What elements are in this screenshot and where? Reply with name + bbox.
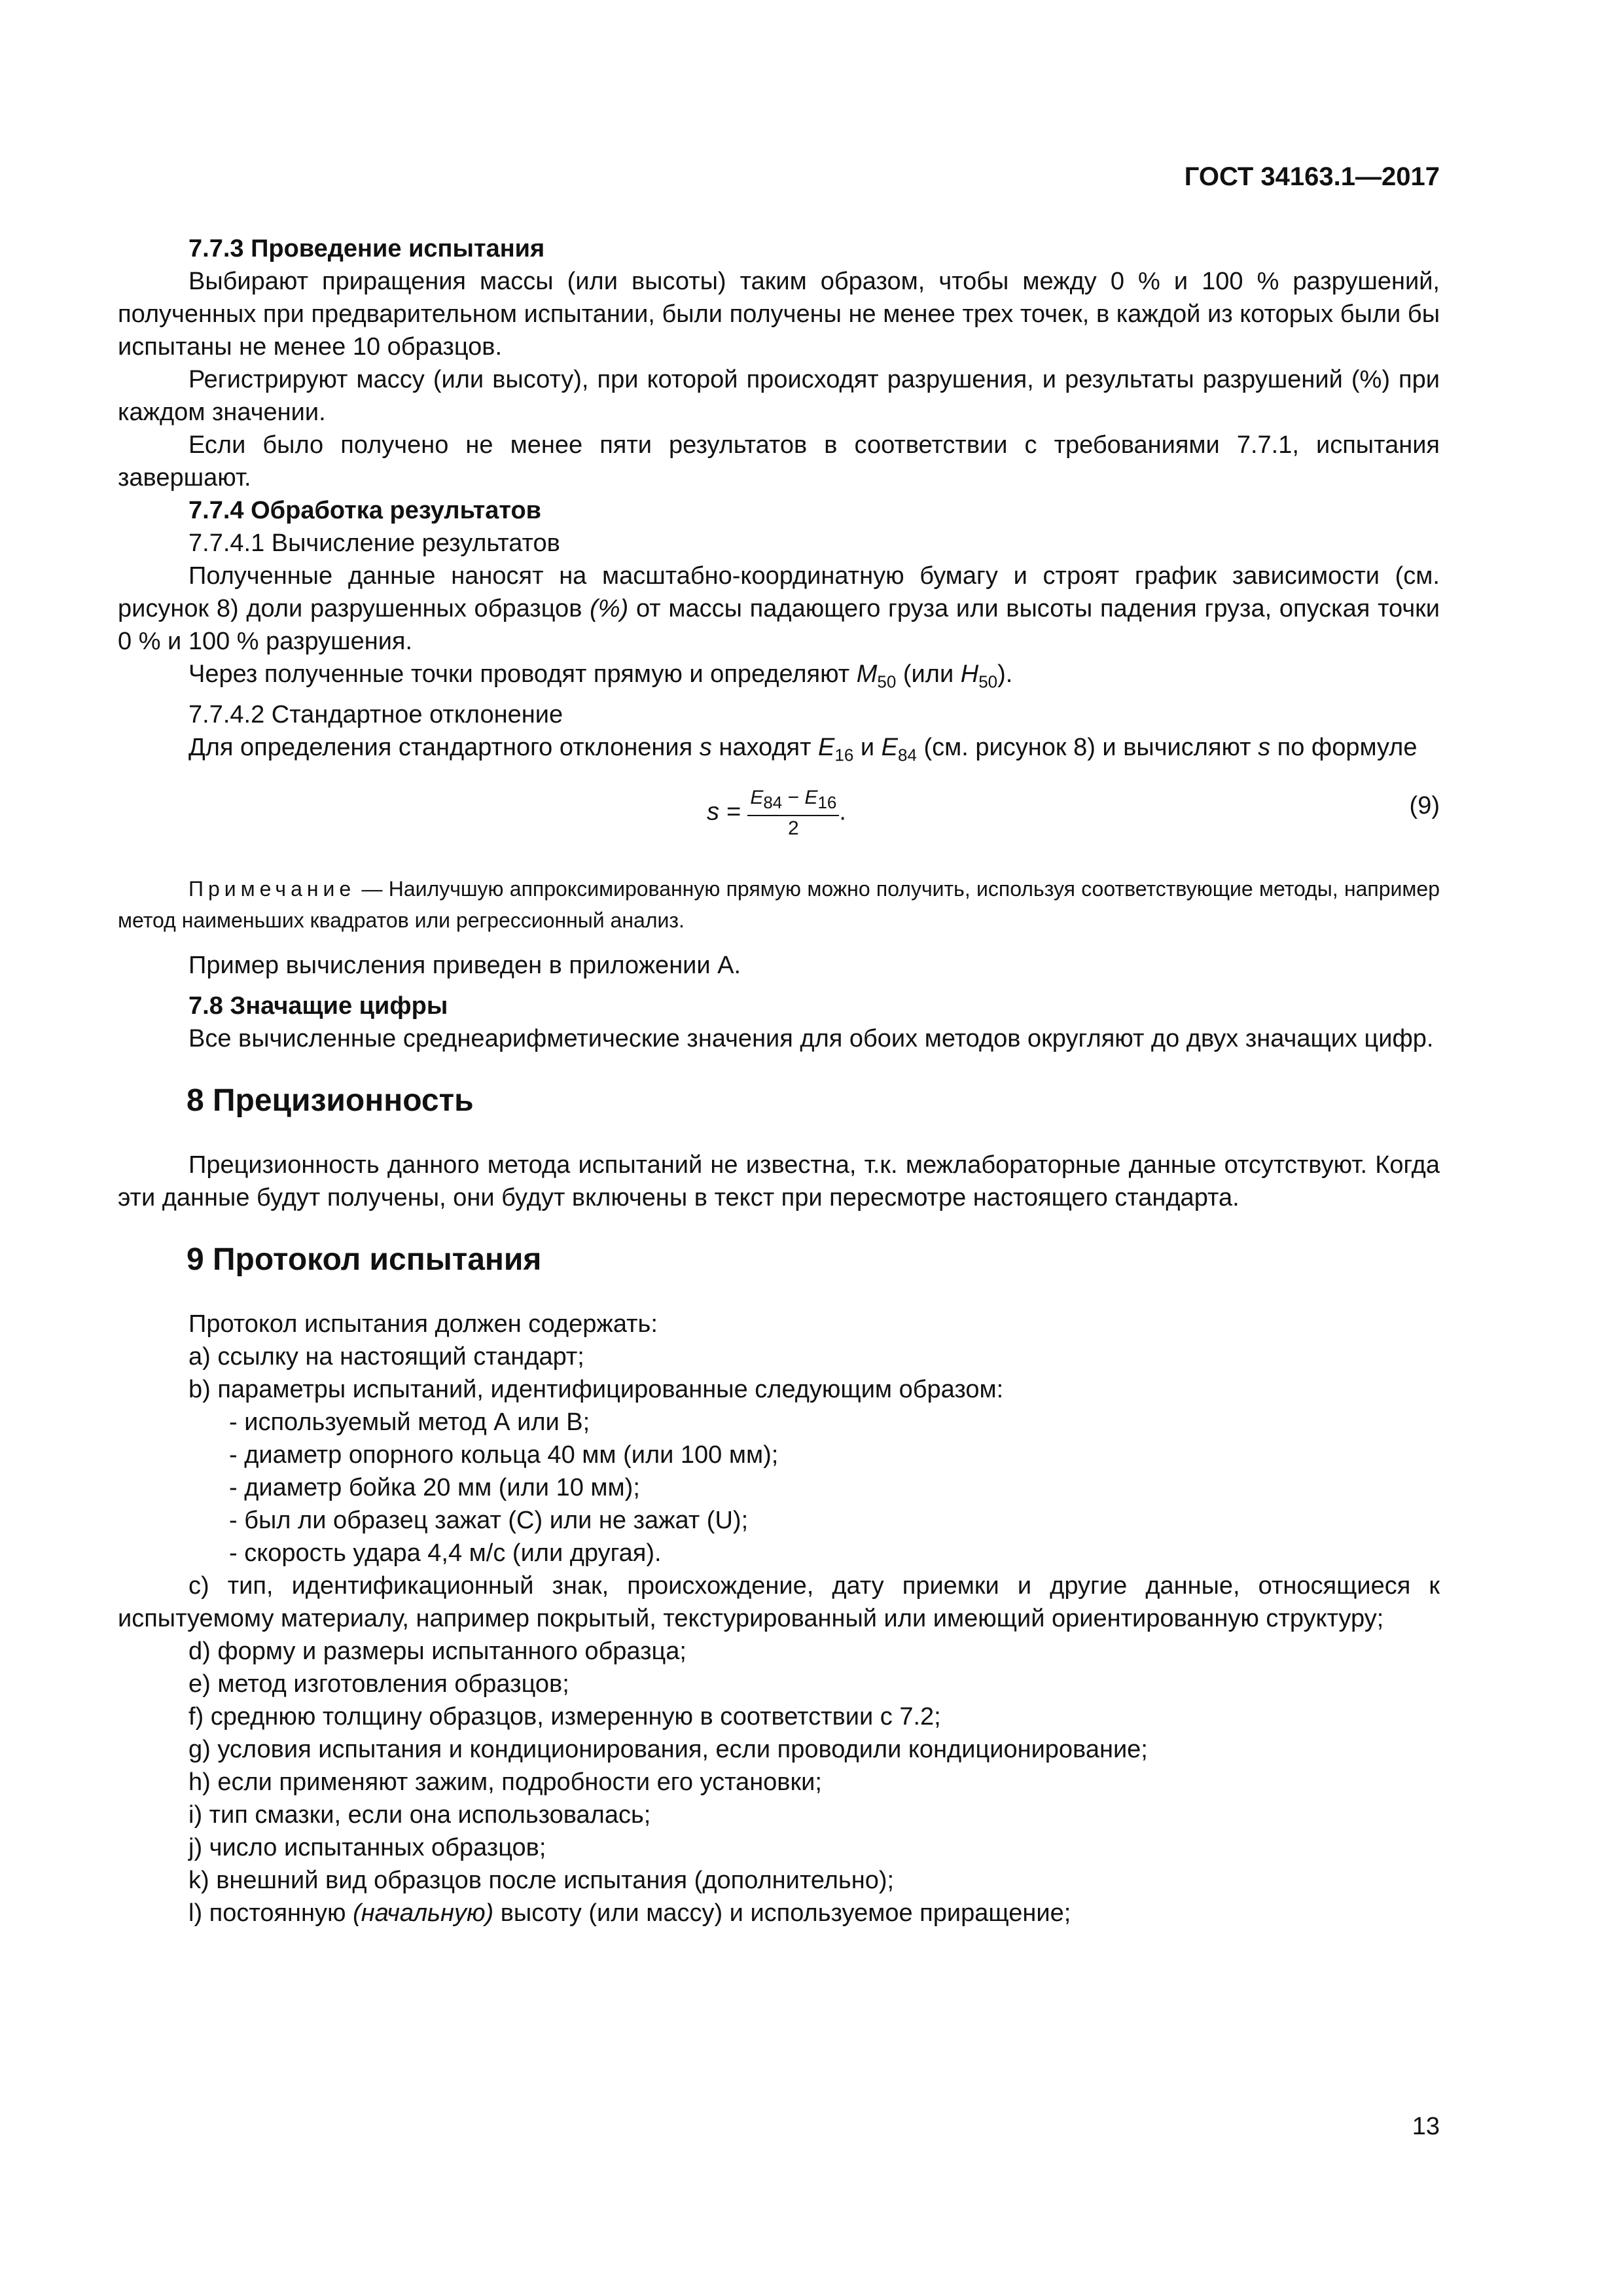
subsection-7-7-4-1-heading: 7.7.4.1 Вычисление результатов <box>188 529 560 557</box>
section-8-heading: 8 Прецизионность <box>187 1083 474 1119</box>
list-item: a) ссылку на настоящий стандарт; <box>188 1343 584 1371</box>
list-subitem: - был ли образец зажат (С) или не зажат (U); <box>229 1507 749 1535</box>
list-item: l) постоянную (начальную) высоту (или массу) и используемое приращение; <box>188 1899 1071 1928</box>
section-7-7-4-heading: 7.7.4 Обработка результатов <box>188 497 542 524</box>
paragraph: Если было получено не менее пяти результатов в соответствии с требованиями 7.7.1, испытания завершают. <box>118 431 1440 492</box>
formula-number: (9) <box>1409 792 1440 820</box>
standard-number: ГОСТ 34163.1—2017 <box>1184 162 1440 191</box>
list-intro: Протокол испытания должен содержать: <box>188 1310 658 1338</box>
paragraph: Пример вычисления приведен в приложении А. <box>188 952 741 980</box>
fraction: $\frac{E_{84} - E_{16}}{2}$ <box>747 785 839 841</box>
paragraph: Для определения стандартного отклонения s находят $E_{16}$ и $E_{84}$ (см. рисунок 8) и вычисляют s по формуле <box>188 733 1418 765</box>
list-item: g) условия испытания и кондиционирования, если проводили кондиционирование; <box>188 1736 1148 1764</box>
list-item: j) число испытанных образцов; <box>188 1834 546 1862</box>
list-item: f) среднюю толщину образцов, измеренную в соответствии с 7.2; <box>188 1703 941 1731</box>
list-item: i) тип смазки, если она использовалась; <box>188 1801 651 1829</box>
paragraph: Регистрируют массу (или высоту), при которой происходят разрушения, и результаты разрушений (%) при каждом значении. <box>118 366 1440 426</box>
formula-9 <box>118 775 1440 847</box>
paragraph: Все вычисленные среднеарифметические значения для обоих методов округляют до двух значащих цифр. <box>188 1025 1434 1053</box>
paragraph: Через полученные точки проводят прямую и определяют $M_{50}$ (или $H_{50}$). <box>188 660 1013 692</box>
list-subitem: - диаметр опорного кольца 40 мм (или 100 мм); <box>229 1441 779 1469</box>
page-content <box>118 232 1440 1929</box>
list-item: k) внешний вид образцов после испытания (дополнительно); <box>188 1867 895 1895</box>
list-item: b) параметры испытаний, идентифицированные следующим образом: <box>188 1376 1004 1404</box>
subsection-7-7-4-2-heading: 7.7.4.2 Стандартное отклонение <box>188 700 563 728</box>
formula-expression: s = $\frac{E_{84} - E_{16}}{2}$ . <box>707 785 846 841</box>
paragraph: Полученные данные наносят на масштабно-координатную бумагу и строят график зависимости (см. рисунок 8) доли разрушенных образцов (%) от массы падающего груза или высоты падения груза, опуская точки 0 % и 100 % разрушения. <box>118 562 1440 655</box>
list-item: h) если применяют зажим, подробности его установки; <box>188 1768 822 1797</box>
note: Примечание — Наилучшую аппроксимированную прямую можно получить, используя соответствующие методы, например метод наименьших квадратов или регрессионный анализ. <box>118 877 1440 933</box>
list-item: c) тип, идентификационный знак, происхождение, дату приемки и другие данные, относящиеся к испытуемому материалу, например покрытый, текстурированный или имеющий ориентированную структуру; <box>118 1572 1440 1633</box>
section-7-8-heading: 7.8 Значащие цифры <box>188 992 448 1020</box>
page-number: 13 <box>1412 2113 1440 2140</box>
section-7-7-3-heading: 7.7.3 Проведение испытания <box>188 235 545 262</box>
paragraph: Выбирают приращения массы (или высоты) таким образом, чтобы между 0 % и 100 % разрушений, полученных при предварительном испытании, были получены не менее трех точек, в каждой из которых были бы испытаны не менее 10 образцов. <box>118 268 1440 361</box>
list-subitem: - скорость удара 4,4 м/с (или другая). <box>229 1539 662 1568</box>
list-item: e) метод изготовления образцов; <box>188 1670 569 1698</box>
section-9-heading: 9 Протокол испытания <box>187 1242 542 1278</box>
list-item: d) форму и размеры испытанного образца; <box>188 1638 687 1666</box>
list-subitem: - используемый метод А или В; <box>229 1408 590 1437</box>
list-subitem: - диаметр бойка 20 мм (или 10 мм); <box>229 1474 640 1502</box>
paragraph: Прецизионность данного метода испытаний не известна, т.к. межлабораторные данные отсутствуют. Когда эти данные будут получены, они будут включены в текст при пересмотре настоящего стандарта. <box>118 1151 1440 1212</box>
